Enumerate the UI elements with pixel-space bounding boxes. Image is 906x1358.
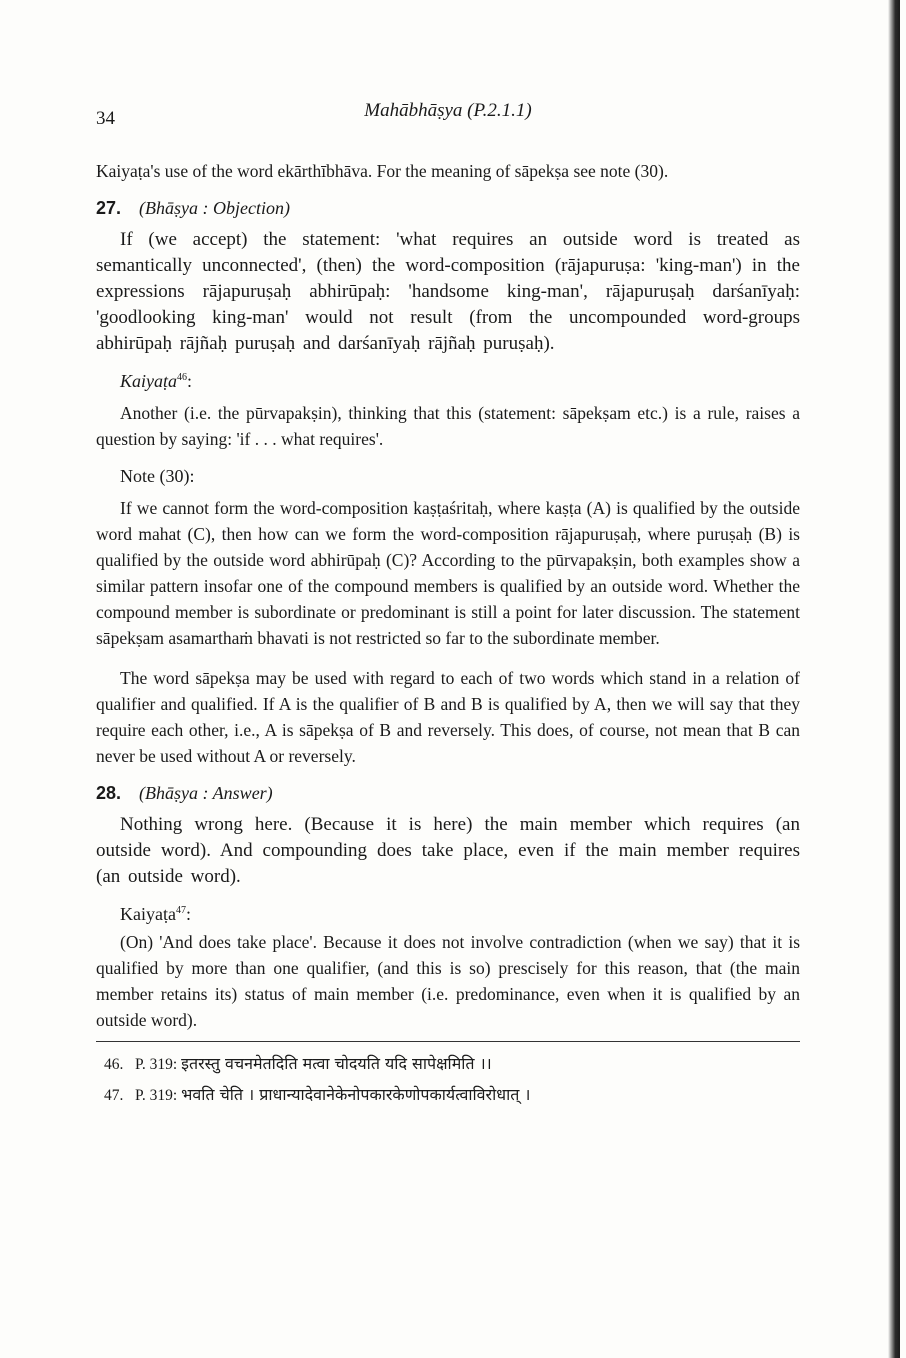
section-27-title: (Bhāṣya : Objection) <box>139 198 290 218</box>
section-27-number: 27. <box>96 198 122 218</box>
kaiyata-name: Kaiyaṭa <box>120 371 177 391</box>
footnote-ref: P. 319: <box>135 1056 178 1073</box>
kaiyata-name: Kaiyaṭa <box>120 904 176 924</box>
kaiyata-46-label: Kaiyaṭa$^{46}$: <box>120 371 193 391</box>
kaiyata-footnote-ref: 47 <box>175 905 186 916</box>
section-27-heading <box>96 198 800 219</box>
running-title: Mahābhāṣya (P.2.1.1) <box>364 100 532 121</box>
note-30-label: Note (30): <box>120 466 195 486</box>
footnote-number: 47. <box>104 1087 124 1104</box>
note-30-paragraph-1: If we cannot form the word-composition kaṣṭaśritaḥ, where kaṣṭa (A) is qualified by the outside word mahat (C), then how can we form the word-composition rājapuruṣaḥ, where puruṣaḥ (B) is qualified by the outside word abhirūpaḥ (C)? According to the pūrvapakṣin, both examples show a similar pattern insofar one of the compound members is qualified by an outside word. Whether the compound member is subordinate or predominant is still a point for later discussion. The statement sāpekṣam asamarthaṁ bhavati is not restricted so far to the subordinate member. <box>96 498 800 648</box>
kaiyata-46-text: Another (i.e. the pūrvapakṣin), thinking that this (statement: sāpekṣam etc.) is a rule, raises a question by saying: 'if . . . what requires'. <box>96 403 800 449</box>
section-28-title: (Bhāṣya : Answer) <box>139 783 273 803</box>
page-header <box>96 100 800 130</box>
section-28-heading <box>96 783 800 804</box>
footnote-number: 46. <box>104 1056 124 1073</box>
intro-paragraph: Kaiyaṭa's use of the word ekārthībhāva. For the meaning of sāpekṣa see note (30). <box>96 161 669 181</box>
section-28-number: 28. <box>96 783 122 803</box>
footnote-ref: P. 319: <box>135 1087 178 1104</box>
footnote-47 <box>104 1085 800 1106</box>
footnote-46 <box>104 1054 800 1075</box>
section-27-body: If (we accept) the statement: 'what requires an outside word is treated as semantically unconnected', (then) the word-composition (rājapuruṣa: 'king-man') in the expressions rājapuruṣaḥ abhirūpaḥ: 'handsome king-man', rājapuruṣaḥ darśanīyaḥ: 'goodlooking king-man' would not result (from the uncompounded word-groups abhirūpaḥ rājñaḥ puruṣaḥ and darśanīyaḥ rājñaḥ puruṣaḥ). <box>96 229 800 354</box>
note-30-paragraph-2: The word sāpekṣa may be used with regard to each of two words which stand in a relation of qualifier and qualified. If A is the qualifier of B and B is qualified by A, then we will say that they require each other, i.e., A is sāpekṣa of B and reversely. This does, of course, not mean that B can never be used without A or reversely. <box>96 668 800 766</box>
scan-page-edge <box>888 0 900 1358</box>
kaiyata-47-text: (On) 'And does take place'. Because it does not involve contradiction (when we say) that it is qualified by more than one qualifier, (and this is so) prescisely for this reason, that (the main member retains its) status of main member (i.e. predominance, even when it is qualified by an outside word). <box>96 932 800 1030</box>
footnote-sanskrit: इतरस्तु वचनमेतदिति मत्वा चोदयति यदि सापेक्षमिति ।। <box>181 1054 492 1073</box>
page-number: 34 <box>96 108 115 129</box>
footnote-sanskrit: भवति चेति । प्राधान्यादेवानेकेनोपकारकेणोपकार्यत्वाविरोधात् । <box>181 1085 531 1104</box>
kaiyata-footnote-ref: 46 <box>177 372 187 383</box>
footnote-divider <box>96 1041 800 1042</box>
document-page <box>96 100 800 1106</box>
section-28-body: Nothing wrong here. (Because it is here) the main member which requires (an outside word). And compounding does take place, even if the main member requires (an outside word). <box>96 814 800 887</box>
kaiyata-47-label: Kaiyaṭa$^{47}$: <box>120 904 191 924</box>
